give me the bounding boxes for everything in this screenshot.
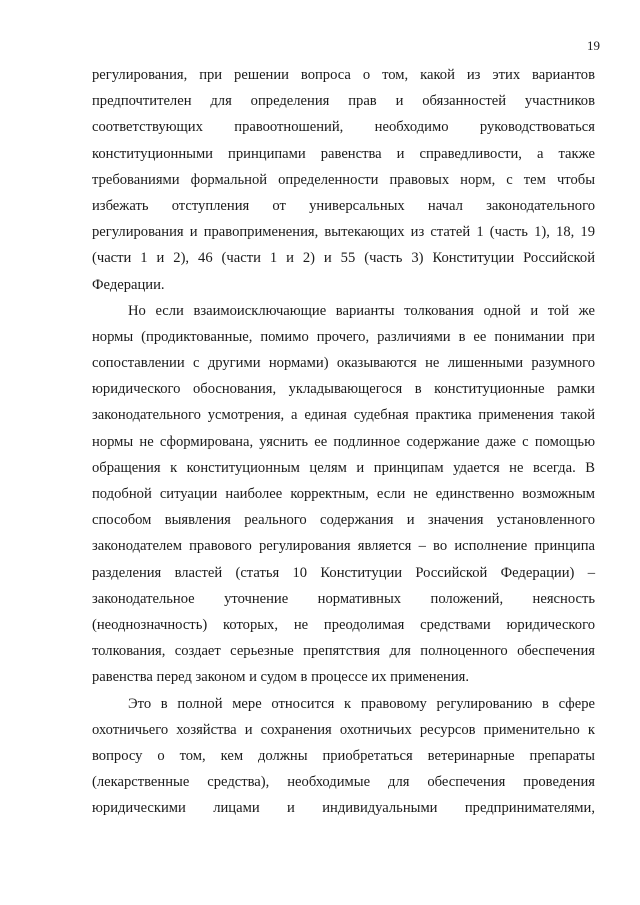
text-line: избежать отступления от универсальных начал законодательного [92, 197, 595, 214]
text-line: Федерации. [92, 276, 165, 293]
text-line: нормы не сформирована, уяснить ее подлинное содержание даже с помощью [92, 433, 595, 450]
text-line: толкования, создает серьезные препятствия для полноценного обеспечения [92, 643, 595, 660]
text-line: юридического обоснования, укладывающегося в конституционные рамки [92, 381, 595, 398]
text-line: равенства перед законом и судом в процессе их применения. [92, 669, 470, 686]
text-line: (части 1 и 2), 46 (части 1 и 2) и 55 (часть 3) Конституции Российской [92, 250, 595, 267]
text-line: законодательное уточнение нормативных положений, неясность [92, 590, 595, 607]
document-body [92, 62, 595, 821]
text-line: обращения к конституционным целям и принципам удается не всегда. В [92, 459, 595, 476]
text-line: охотничьего хозяйства и сохранения охотничьих ресурсов применительно к [92, 721, 595, 738]
text-line: регулирования, при решении вопроса о том, какой из этих вариантов [92, 67, 595, 83]
text-line: требованиями формальной определенности правовых норм, с тем чтобы [92, 171, 595, 188]
text-line: законодательного усмотрения, а единая судебная практика применения такой [92, 407, 595, 424]
text-line: подобной ситуации наиболее корректным, если не единственно возможным [92, 486, 595, 502]
text-line: нормы (продиктованные, помимо прочего, различиями в ее понимании при [92, 328, 595, 345]
text-line: соответствующих правоотношений, необходимо руководствоваться [92, 119, 595, 136]
text-line: предпочтителен для определения прав и обязанностей участников [92, 93, 595, 110]
text-line: (неоднозначность) которых, не преодолимая средствами юридического [92, 616, 595, 633]
text-line: законодателем правового регулирования является – во исполнение принципа [92, 538, 595, 555]
text-line: юридическими лицами и индивидуальными предпринимателями, [92, 800, 595, 817]
text-line: Но если взаимоисключающие варианты толкования одной и той же [128, 302, 595, 319]
text-line: сопоставлении с другими нормами) оказываются не лишенными разумного [92, 355, 595, 372]
page-number: 19 [587, 38, 600, 53]
text-line: регулирования и правоприменения, вытекающих из статей 1 (часть 1), 18, 19 [92, 224, 595, 241]
text-line: Это в полной мере относится к правовому регулированию в сфере [128, 695, 595, 712]
text-line: способом выявления реального содержания и значения установленного [92, 512, 595, 529]
text-line: (лекарственные средства), необходимые для обеспечения проведения [92, 774, 595, 791]
text-line: разделения властей (статья 10 Конституции Российской Федерации) – [92, 564, 595, 581]
text-line: вопросу о том, кем должны приобретаться ветеринарные препараты [92, 747, 595, 764]
text-line: конституционными принципами равенства и справедливости, а также [92, 145, 595, 162]
